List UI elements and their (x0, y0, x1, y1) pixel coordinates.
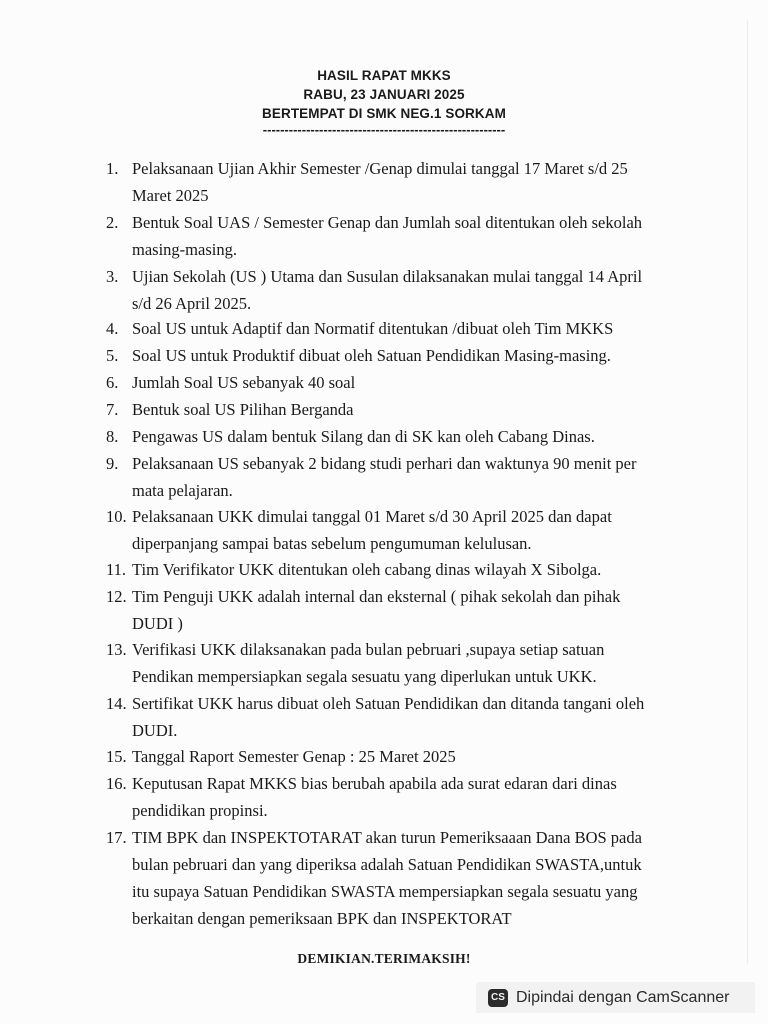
list-item-text: DUDI. (132, 721, 178, 740)
list-item (106, 690, 666, 744)
list-item (106, 556, 666, 583)
list-item-text: berkaitan dengan pemeriksaan BPK dan INSPEKTORAT (132, 909, 512, 928)
list-item-text: Bentuk soal US Pilihan Berganda (132, 400, 354, 419)
document-header (0, 66, 768, 137)
list-item-text: Pengawas US dalam bentuk Silang dan di SK kan oleh Cabang Dinas. (132, 427, 595, 446)
header-title: HASIL RAPAT MKKS (317, 68, 451, 83)
list-item-text: TIM BPK dan INSPEKTOTARAT akan turun Pemeriksaaan Dana BOS pada (132, 828, 642, 847)
list-item (106, 583, 666, 637)
list-item-number: 16. (106, 774, 127, 793)
list-item-text: Tanggal Raport Semester Genap : 25 Maret 2025 (132, 747, 456, 766)
list-item-text: Jumlah Soal US sebanyak 40 soal (132, 373, 356, 392)
list-item-text: s/d 26 April 2025. (132, 294, 252, 313)
list-item-text: Sertifikat UKK harus dibuat oleh Satuan Pendidikan dan ditanda tangani oleh (132, 694, 645, 713)
list-item-text: Pendikan mempersiapkan segala sesuatu yang diperlukan untuk UKK. (132, 667, 597, 686)
list-item-text: Soal US untuk Produktif dibuat oleh Satuan Pendidikan Masing-masing. (132, 346, 611, 365)
list-item (106, 636, 666, 690)
list-item-text: Keputusan Rapat MKKS bias berubah apabila ada surat edaran dari dinas (132, 774, 617, 793)
list-item-number: 5. (106, 346, 119, 365)
list-item-number: 2. (106, 213, 119, 232)
camscanner-label: Dipindai dengan CamScanner (516, 988, 730, 1006)
list-item-text: diperpanjang sampai batas sebelum pengumuman kelulusan. (132, 534, 532, 553)
list-item (106, 423, 666, 450)
list-item (106, 824, 666, 932)
list-item (106, 503, 666, 557)
camscanner-logo-icon: CS (488, 989, 508, 1007)
list-item (106, 743, 666, 770)
list-item-number: 14. (106, 694, 127, 713)
list-item-number: 10. (106, 507, 127, 526)
list-item-text: DUDI ) (132, 614, 183, 633)
list-item-text: Verifikasi UKK dilaksanakan pada bulan pebruari ,supaya setiap satuan (132, 640, 605, 659)
list-item-text: mata pelajaran. (132, 481, 233, 500)
page-edge-shadow (747, 20, 748, 964)
header-rule: -------------------------------------------------------- (262, 122, 506, 137)
list-item-number: 6. (106, 373, 119, 392)
list-item-text: Bentuk Soal UAS / Semester Genap dan Jumlah soal ditentukan oleh sekolah (132, 213, 643, 232)
list-item (106, 155, 666, 209)
header-date: RABU, 23 JANUARI 2025 (303, 87, 465, 102)
list-item-text: Pelaksanaan US sebanyak 2 bidang studi perhari dan waktunya 90 menit per (132, 454, 637, 473)
list-item-text: bulan pebruari dan yang diperiksa adalah Satuan Pendidikan SWASTA,untuk (132, 855, 642, 874)
list-item (106, 342, 666, 369)
list-item-number: 12. (106, 587, 127, 606)
list-item-number: 9. (106, 454, 119, 473)
list-item (106, 396, 666, 423)
list-item-text: Soal US untuk Adaptif dan Normatif ditentukan /dibuat oleh Tim MKKS (132, 319, 614, 338)
list-item-number: 3. (106, 267, 119, 286)
list-item (106, 209, 666, 263)
list-item-text: Pelaksanaan Ujian Akhir Semester /Genap dimulai tanggal 17 Maret s/d 25 (132, 159, 628, 178)
closing-text: DEMIKIAN.TERIMAKSIH! (297, 951, 471, 966)
list-item (106, 263, 666, 317)
list-item-text: Tim Penguji UKK adalah internal dan eksternal ( pihak sekolah dan pihak (132, 587, 621, 606)
list-item-text: itu supaya Satuan Pendidikan SWASTA mempersiapkan segala sesuatu yang (132, 882, 638, 901)
list-item-number: 8. (106, 427, 119, 446)
list-item-number: 4. (106, 319, 119, 338)
list-item-text: masing-masing. (132, 240, 237, 259)
list-item-text: pendidikan propinsi. (132, 801, 268, 820)
list-item-number: 15. (106, 747, 127, 766)
list-item (106, 770, 666, 824)
list-item-text: Maret 2025 (132, 186, 209, 205)
list-item-number: 7. (106, 400, 119, 419)
list-item-text: Ujian Sekolah (US ) Utama dan Susulan dilaksanakan mulai tanggal 14 April (132, 267, 643, 286)
list-item-number: 13. (106, 640, 127, 659)
list-item (106, 450, 666, 504)
list-item-number: 11. (106, 560, 127, 579)
list-item (106, 369, 666, 396)
list-item (106, 315, 666, 342)
list-item-number: 1. (106, 159, 119, 178)
header-venue: BERTEMPAT DI SMK NEG.1 SORKAM (262, 106, 506, 121)
list-item-number: 17. (106, 828, 127, 847)
camscanner-badge (476, 982, 755, 1013)
list-item-text: Pelaksanaan UKK dimulai tanggal 01 Maret s/d 30 April 2025 dan dapat (132, 507, 612, 526)
list-item-text: Tim Verifikator UKK ditentukan oleh cabang dinas wilayah X Sibolga. (132, 560, 602, 579)
